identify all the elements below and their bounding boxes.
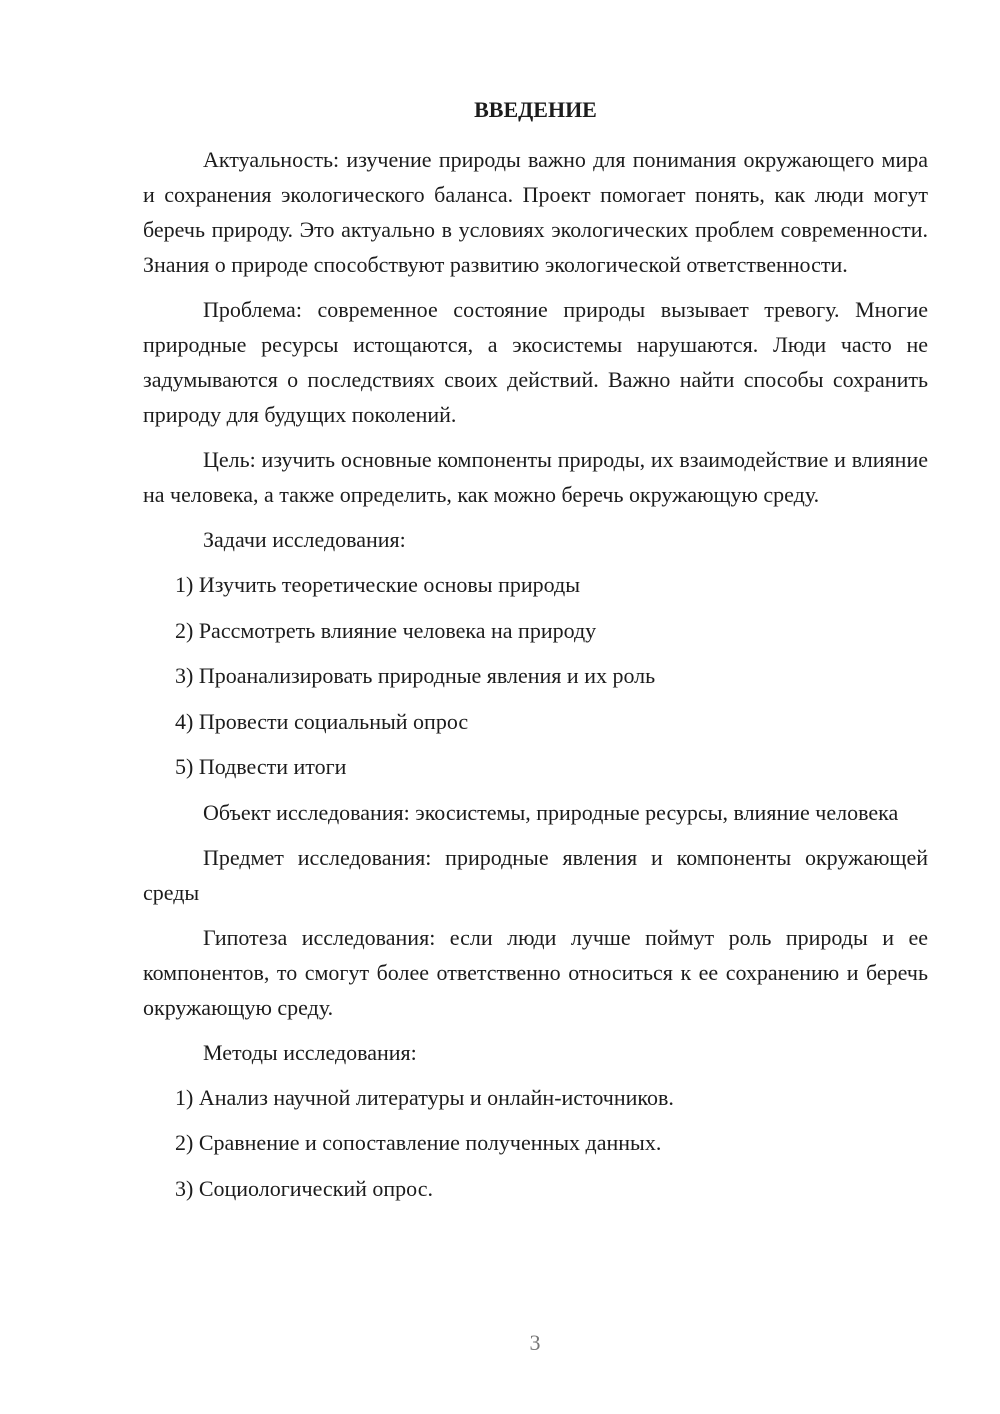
tasks-heading: Задачи исследования: (203, 527, 406, 552)
task-item: 2) Рассмотреть влияние человека на природу (175, 617, 597, 643)
task-item: 4) Провести социальный опрос (175, 708, 469, 734)
page-title: ВВЕДЕНИЕ (474, 97, 597, 122)
relevance-paragraph: Актуальность: изучение природы важно для понимания окружающего мира и сохранения экологического баланса. Проект помогает понять, как люди могут беречь природу. Это актуально в условиях экологических проблем современности. Знания о природе способствуют развитию экологической ответственности. (143, 147, 928, 277)
problem-paragraph: Проблема: современное состояние природы вызывает тревогу. Многие природные ресурсы истощаются, а экосистемы нарушаются. Люди часто не задумываются о последствиях своих действий. Важно найти способы сохранить природу для будущих поколений. (143, 297, 928, 427)
task-item: 3) Проанализировать природные явления и их роль (175, 663, 656, 688)
tasks-list (143, 567, 928, 784)
document-page (143, 90, 928, 1216)
task-item: 1) Изучить теоретические основы природы (175, 572, 580, 597)
hypothesis-paragraph: Гипотеза исследования: если люди лучше поймут роль природы и ее компонентов, то смогут более ответственно относиться к ее сохранению и беречь окружающую среду. (143, 924, 928, 1020)
method-item: 2) Сравнение и сопоставление полученных данных. (175, 1130, 662, 1155)
method-item: 3) Социологический опрос. (175, 1175, 433, 1201)
subject-paragraph: Предмет исследования: природные явления и компоненты окружающей среды (143, 844, 928, 905)
page-number: 3 (529, 1330, 541, 1355)
object-paragraph: Объект исследования: экосистемы, природные ресурсы, влияние человека (203, 799, 899, 825)
goal-paragraph: Цель: изучить основные компоненты природы, их взаимодействие и влияние на человека, а также определить, как можно беречь окружающую среду. (143, 447, 928, 507)
methods-heading: Методы исследования: (203, 1039, 417, 1065)
method-item: 1) Анализ научной литературы и онлайн-источников. (175, 1084, 674, 1110)
task-item: 5) Подвести итоги (175, 754, 347, 779)
methods-list (143, 1080, 928, 1206)
